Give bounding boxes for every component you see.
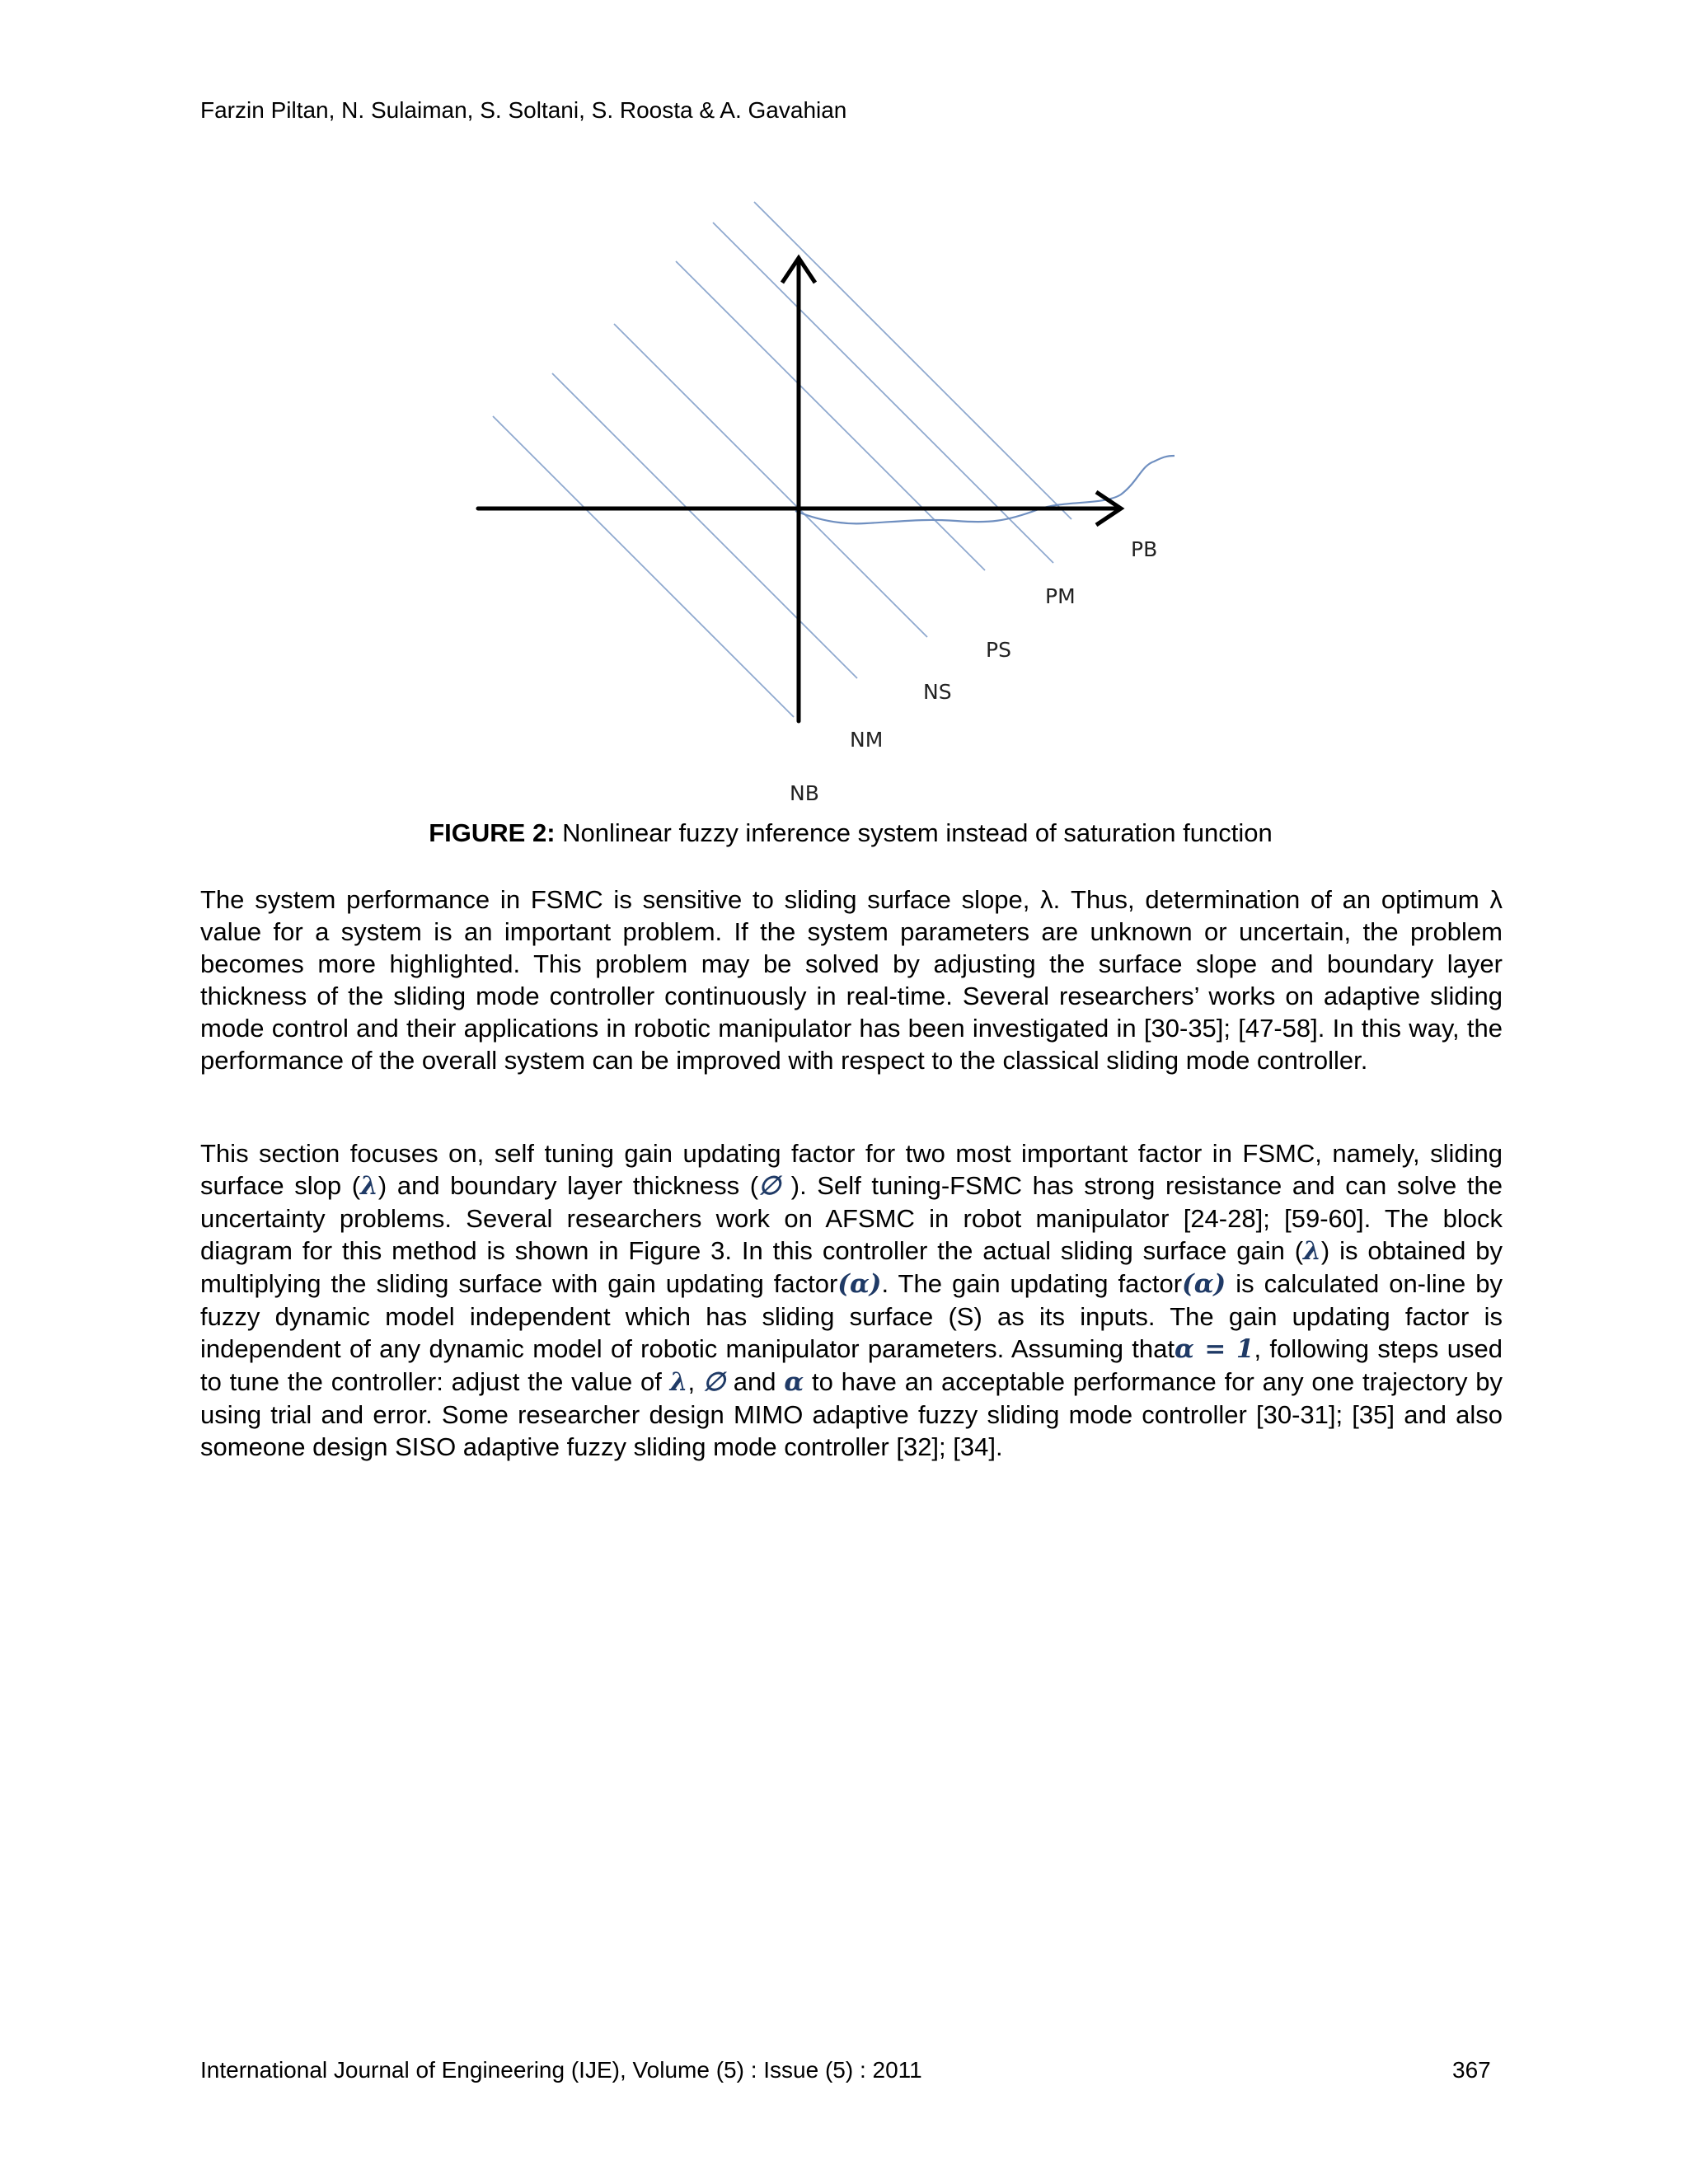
- figure-diagram: [462, 194, 1253, 820]
- lambda-symbol-3: λ: [669, 1367, 688, 1397]
- p2-text-2: ) and boundary layer thickness (: [377, 1171, 759, 1200]
- nonlinear-curve: [795, 456, 1175, 523]
- diagonal-line-pm: [713, 223, 1053, 563]
- diagonal-line-nm: [552, 373, 857, 678]
- caption-text: Nonlinear fuzzy inference system instead of saturation function: [555, 818, 1273, 847]
- label-pm: PM: [1045, 584, 1076, 608]
- phi-symbol: ∅: [758, 1171, 781, 1201]
- alpha-symbol: (α): [837, 1269, 882, 1299]
- diagonal-line-nb: [493, 416, 794, 717]
- p2-text-6: is calculated on-line by fuzzy dynamic model independent which has sliding surface (S) as its inputs. The gain updating factor is independent of any dynamic model of robotic manipulator parameters. Assuming that: [200, 1269, 1503, 1363]
- p2-text-4: ) is obtained by multiplying the sliding surface with gain updating factor: [200, 1236, 1503, 1298]
- figure-caption: [200, 818, 1501, 848]
- paragraph-2: [200, 1137, 1503, 1463]
- p2-text-1: This section focuses on, self tuning gain updating factor for two most important factor in FSMC, namely, sliding surface slop (: [200, 1139, 1503, 1200]
- running-header: Farzin Piltan, N. Sulaiman, S. Soltani, S. Roosta & A. Gavahian: [200, 97, 847, 123]
- figure-fuzzy-inference: [462, 194, 1253, 820]
- label-nb: NB: [790, 781, 819, 805]
- footer-journal: International Journal of Engineering (IJE), Volume (5) : Issue (5) : 2011: [200, 2057, 922, 2083]
- label-nm: NM: [850, 728, 884, 752]
- label-ps: PS: [986, 638, 1011, 662]
- p2-text-9: and: [724, 1367, 785, 1396]
- p2-text-8: ,: [687, 1367, 703, 1396]
- page-number: 367: [1452, 2057, 1491, 2083]
- alpha-symbol-3: α: [784, 1367, 804, 1397]
- label-ns: NS: [923, 680, 952, 704]
- diagonal-line-ns: [614, 324, 927, 637]
- p2-text-5: . The gain updating factor: [881, 1269, 1183, 1298]
- lambda-symbol-2: λ: [1303, 1236, 1321, 1266]
- p2-text-10: to have an acceptable performance for any one trajectory by using trial and error. Some researcher design MIMO adaptive fuzzy sliding mode controller [30-31]; [35] and also someone design SISO adaptive fuzzy sliding mode controller [32]; [34].: [200, 1367, 1503, 1461]
- p2-text-3: ). Self tuning-FSMC has strong resistance and can solve the uncertainty problems. Several researchers work on AFSMC in robot manipulator [24-28]; [59-60]. The block diagram for this method is shown in Figure 3. In this controller the actual sliding surface gain (: [200, 1171, 1503, 1265]
- p2-text-7: , following steps used to tune the controller: adjust the value of: [200, 1334, 1503, 1396]
- alpha-equation: α = 1: [1175, 1334, 1254, 1364]
- alpha-symbol-2: (α): [1182, 1269, 1226, 1299]
- lambda-symbol: λ: [360, 1171, 378, 1201]
- paragraph-1: The system performance in FSMC is sensitive to sliding surface slope, λ. Thus, determination of an optimum λ value for a system is an important problem. If the system parameters are unknown or uncertain, the problem becomes more highlighted. This problem may be solved by adjusting the surface slope and boundary layer thickness of the sliding mode controller continuously in real-time. Several researchers’ works on adaptive sliding mode control and their applications in robotic manipulator has been investigated in [30-35]; [47-58]. In this way, the performance of the overall system can be improved with respect to the classical sliding mode controller.: [200, 885, 1503, 1075]
- phi-symbol-2: ∅: [702, 1367, 725, 1397]
- diagonal-line-pb: [754, 202, 1071, 519]
- diagonal-line-ps: [676, 261, 985, 570]
- caption-label: FIGURE 2:: [429, 818, 556, 847]
- label-pb: PB: [1131, 537, 1158, 561]
